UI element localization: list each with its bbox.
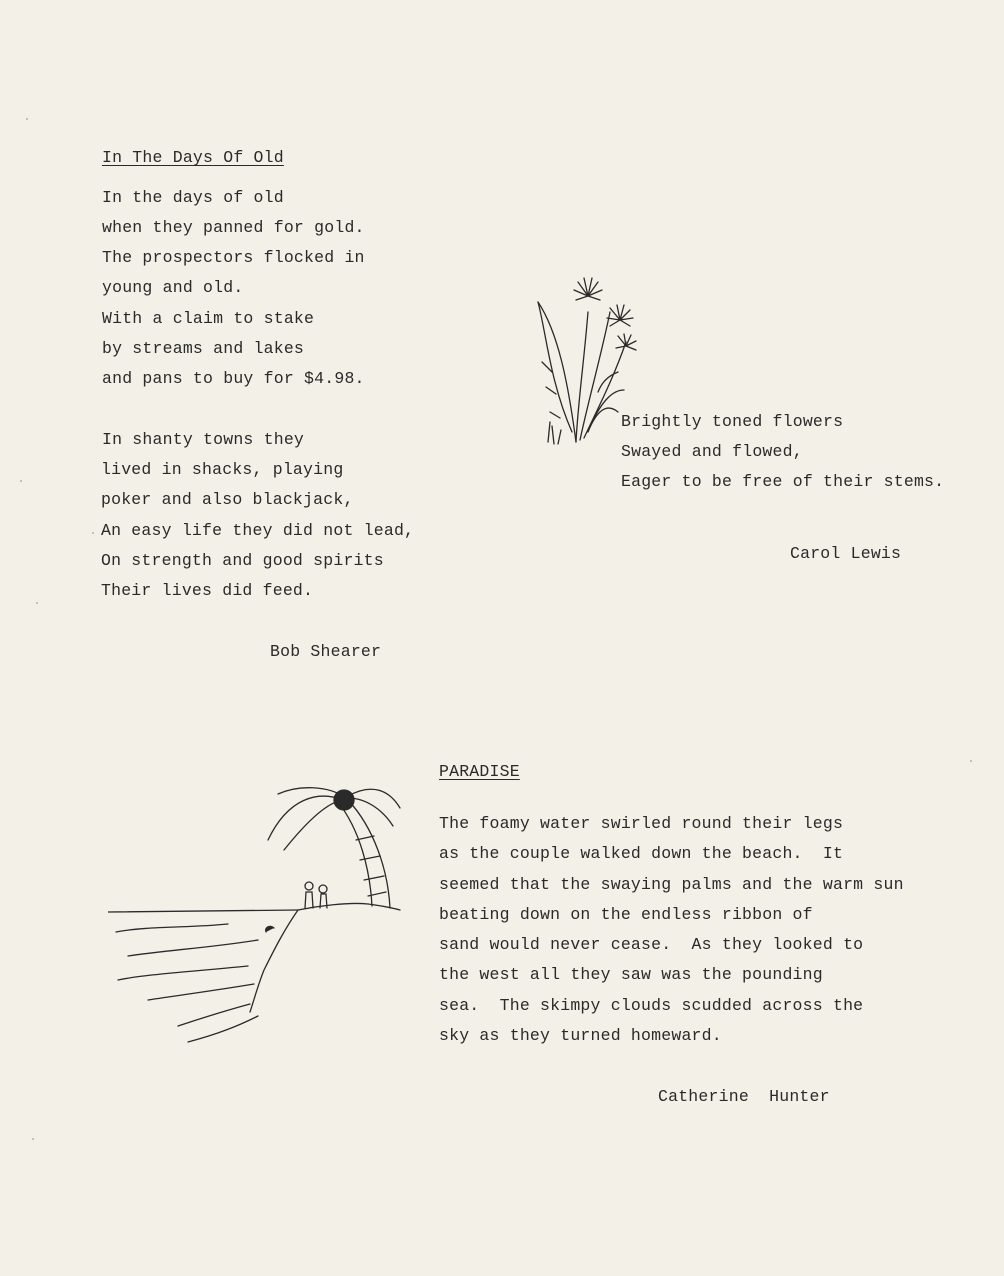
poem1-line: young and old. [102, 278, 244, 297]
poem3-line: as the couple walked down the beach. It [439, 844, 844, 863]
poem2-line: Eager to be free of their stems. [621, 472, 945, 491]
paper-speck [36, 602, 38, 604]
poem2-line: Swayed and flowed, [621, 442, 803, 461]
paper-speck [970, 760, 972, 762]
poem1-line: In shanty towns they [102, 430, 305, 449]
poem2-line: Brightly toned flowers [621, 412, 844, 431]
poem1-line: by streams and lakes [102, 339, 305, 358]
paper-speck [32, 1138, 34, 1140]
paper-speck [26, 118, 28, 120]
poem1-line: lived in shacks, playing [101, 460, 344, 479]
beach-palm-sketch-illustration [108, 780, 408, 1050]
poem1-line: and pans to buy for $4.98. [102, 369, 365, 388]
paper-speck [20, 480, 22, 482]
poem3-line: sand would never cease. As they looked to [439, 935, 864, 954]
poem1-line: Their lives did feed. [101, 581, 314, 600]
poem1-line: On strength and good spirits [101, 551, 384, 570]
poem2-author: Carol Lewis [790, 544, 902, 563]
poem1-title: In The Days Of Old [102, 148, 284, 167]
poem3-line: sky as they turned homeward. [439, 1026, 722, 1045]
paper-speck [92, 532, 94, 534]
poem3-line: sea. The skimpy clouds scudded across the [439, 996, 864, 1015]
poem3-line: seemed that the swaying palms and the warm sun [439, 875, 904, 894]
poem1-line: In the days of old [102, 188, 284, 207]
poem3-line: the west all they saw was the pounding [439, 965, 823, 984]
poem1-line: when they panned for gold. [102, 218, 365, 237]
poem1-line: poker and also blackjack, [101, 490, 354, 509]
poem1-line: An easy life they did not lead, [101, 521, 415, 540]
poem3-line: The foamy water swirled round their legs [439, 814, 844, 833]
poem3-author: Catherine Hunter [658, 1087, 830, 1106]
poem1-line: The prospectors flocked in [102, 248, 365, 267]
poem1-author: Bob Shearer [270, 642, 382, 661]
poem3-line: beating down on the endless ribbon of [439, 905, 813, 924]
poem1-line: With a claim to stake [102, 309, 315, 328]
poem3-title: PARADISE [439, 762, 520, 781]
